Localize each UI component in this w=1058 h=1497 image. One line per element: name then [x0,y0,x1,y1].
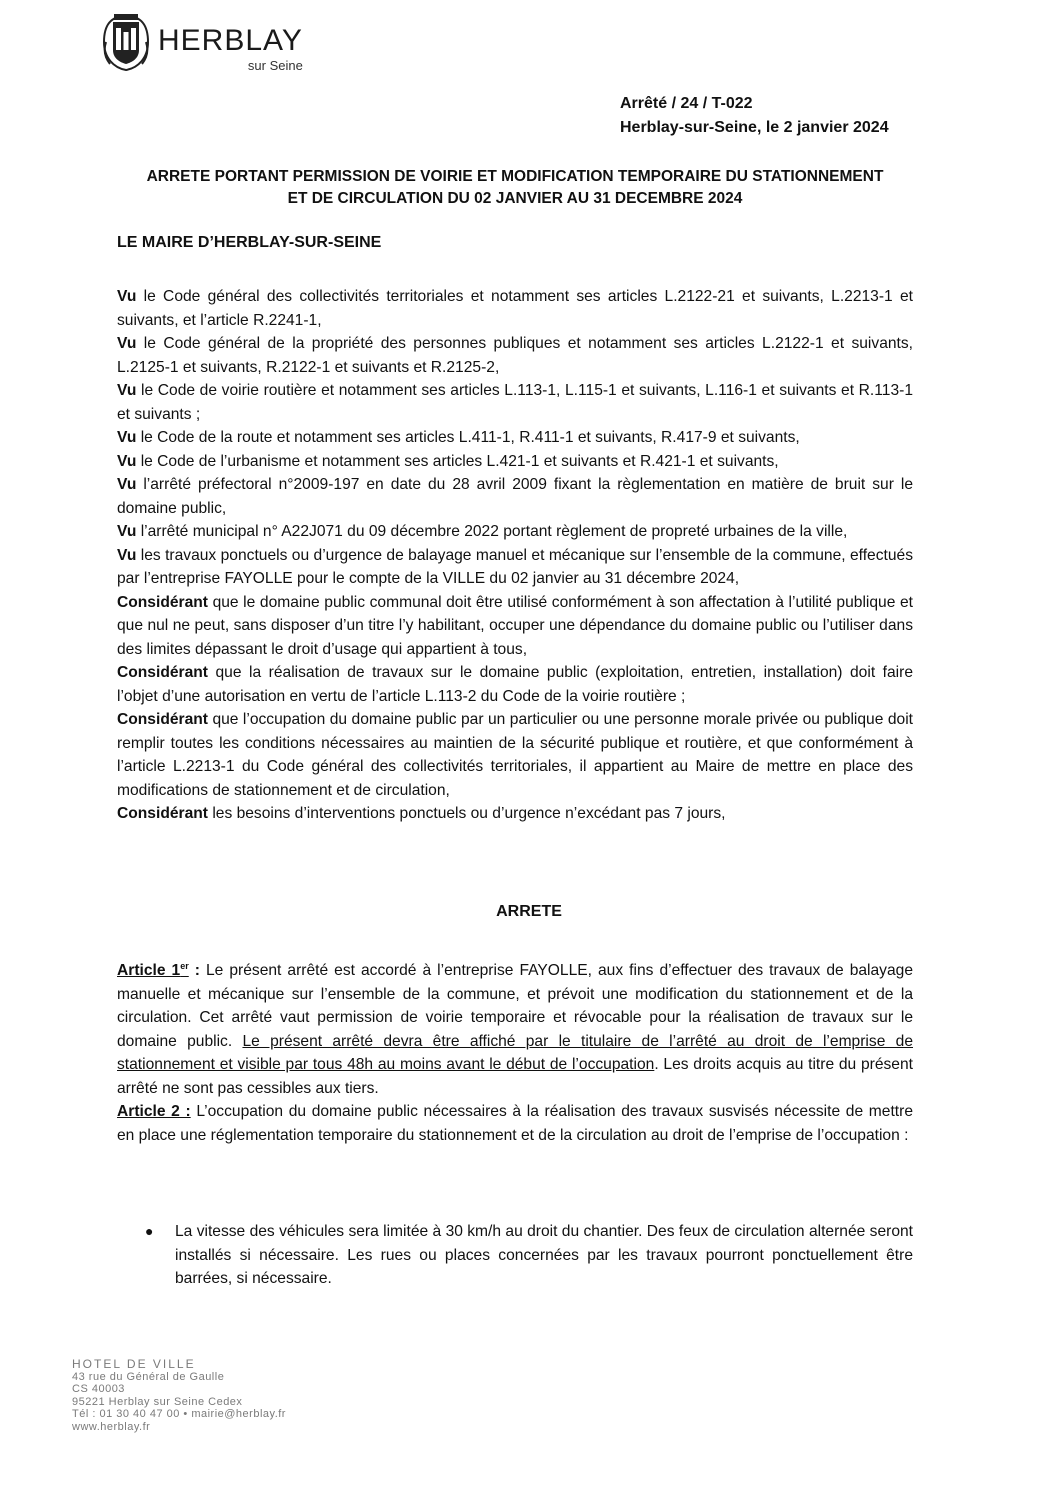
article-2-label: Article 2 : [117,1103,191,1121]
reference-number: Arrêté / 24 / T-022 [620,95,753,112]
recital: Considérant les besoins d’interventions ponctuels ou d’urgence n’excédant pas 7 jours, [117,805,726,822]
recital: Vu les travaux ponctuels ou d’urgence de balayage manuel et mécanique sur l’ensemble de la commune, effectués par l’entreprise FAYOLLE pour le compte de la VILLE du 02 janvier au 31 décembre 2024, [117,546,913,587]
title-line-1: ARRETE PORTANT PERMISSION DE VOIRIE ET MODIFICATION TEMPORAIRE DU STATIONNEMENT [146,168,884,185]
recital: Vu le Code général de la propriété des personnes publiques et notamment ses articles L.2122-1 et suivants, L.2125-1 et suivants, R.2122-1 et suivants et R.2125-2, [117,335,913,376]
footer-cs: CS 40003 [72,1383,125,1395]
logo-name: HERBLAY [158,24,303,57]
document-title [100,166,930,210]
recital: Vu le Code de l’urbanisme et notamment ses articles L.421-1 et suivants et R.421-1 et suivants, [117,452,779,470]
title-line-2: ET DE CIRCULATION DU 02 JANVIER AU 31 DECEMBRE 2024 [287,190,743,207]
footer-address [72,1358,286,1433]
arrete-heading: ARRETE [496,903,562,920]
footer-street: 43 rue du Général de Gaulle [72,1370,225,1383]
recital: Considérant que l’occupation du domaine public par un particulier ou une personne morale privée ou publique doit remplir toutes les conditions nécessaires au maintien de la sécurité publique et routière, et que conformément à l’article L.2213-1 du Code général des collectivités territoriales, il appartient au Maire de mettre en place des modifications de stationnement et de circulation, [117,711,913,799]
article-2: Article 2 : L’occupation du domaine public nécessaires à la réalisation des travaux susvisés nécessite de mettre en place une réglementation temporaire du stationnement et de la circulation au droit de l’emprise de l’occupation : [117,1103,913,1144]
list-item [145,1220,913,1291]
logo-subtitle: sur Seine [247,58,303,73]
herblay-logo [100,12,303,74]
recital: Vu le Code de la route et notamment ses articles L.411-1, R.411-1 et suivants, R.417-9 et suivants, [117,429,800,446]
recital: Considérant que le domaine public communal doit être utilisé conformément à son affectation à l’utilité publique et que nul ne peut, sans disposer d’un titre l’y habilitant, occuper une dépendance du domaine public ou l’utiliser dans des limites dépassant le droit d’usage qui appartient à tous, [117,593,913,658]
footer-website: www.herblay.fr [72,1420,151,1433]
recitals [117,285,913,826]
recital: Vu l’arrêté préfectoral n°2009-197 en date du 28 avril 2009 fixant la règlementation en matière de bruit sur le domaine public, [117,476,913,517]
recital: Vu le Code général des collectivités territoriales et notamment ses articles L.2122-21 et suivants, L.2213-1 et suivants, et l’article R.2241-1, [117,288,913,329]
reference-block [620,92,889,140]
footer-city: 95221 Herblay sur Seine Cedex [72,1395,243,1408]
article-1: Article 1er : Le présent arrêté est accordé à l’entreprise FAYOLLE, aux fins d’effectuer des travaux de balayage manuelle et mécanique sur l’ensemble de la commune, et prévoit une modification du stationnement et de la circulation. Cet arrêté vaut permission de voirie temporaire et révocable pour la réalisation de travaux sur le domaine public. Le présent arrêté devra être affiché par le titulaire de l’arrêté au droit de l’emprise de stationnement et visible par tous 48h au moins avant le début de l’occupation. Les droits acquis au titre du présent arrêté ne sont pas cessibles aux tiers. [117,961,913,1097]
bullet-text: La vitesse des véhicules sera limitée à 30 km/h au droit du chantier. Des feux de circulation alternée seront installés si nécessaire. Les rues ou places concernées par les travaux pourront ponctuellement être barrées, si nécessaire. [175,1223,913,1287]
mayor-heading: LE MAIRE D’HERBLAY-SUR-SEINE [117,234,382,251]
footer-title: HOTEL DE VILLE [72,1357,196,1371]
footer-contact: Tél : 01 30 40 47 00 • mairie@herblay.fr [72,1408,286,1420]
recital: Considérant que la réalisation de travaux sur le domaine public (exploitation, entretien, installation) doit faire l’objet d’une autorisation en vertu de l’article L.113-2 du Code de la voirie routière ; [117,664,913,705]
article-1-label: Article 1er [117,961,189,980]
recital: Vu l’arrêté municipal n° A22J071 du 09 décembre 2022 portant règlement de propreté urbaines de la ville, [117,523,848,540]
articles [117,955,913,1147]
bullet-icon: ● [145,1223,154,1239]
city-crest-icon [100,12,152,74]
recital: Vu le Code de voirie routière et notamment ses articles L.113-1, L.115-1 et suivants, L.116-1 et suivants et R.113-1 et suivants ; [117,382,913,423]
place-date: Herblay-sur-Seine, le 2 janvier 2024 [620,119,889,136]
